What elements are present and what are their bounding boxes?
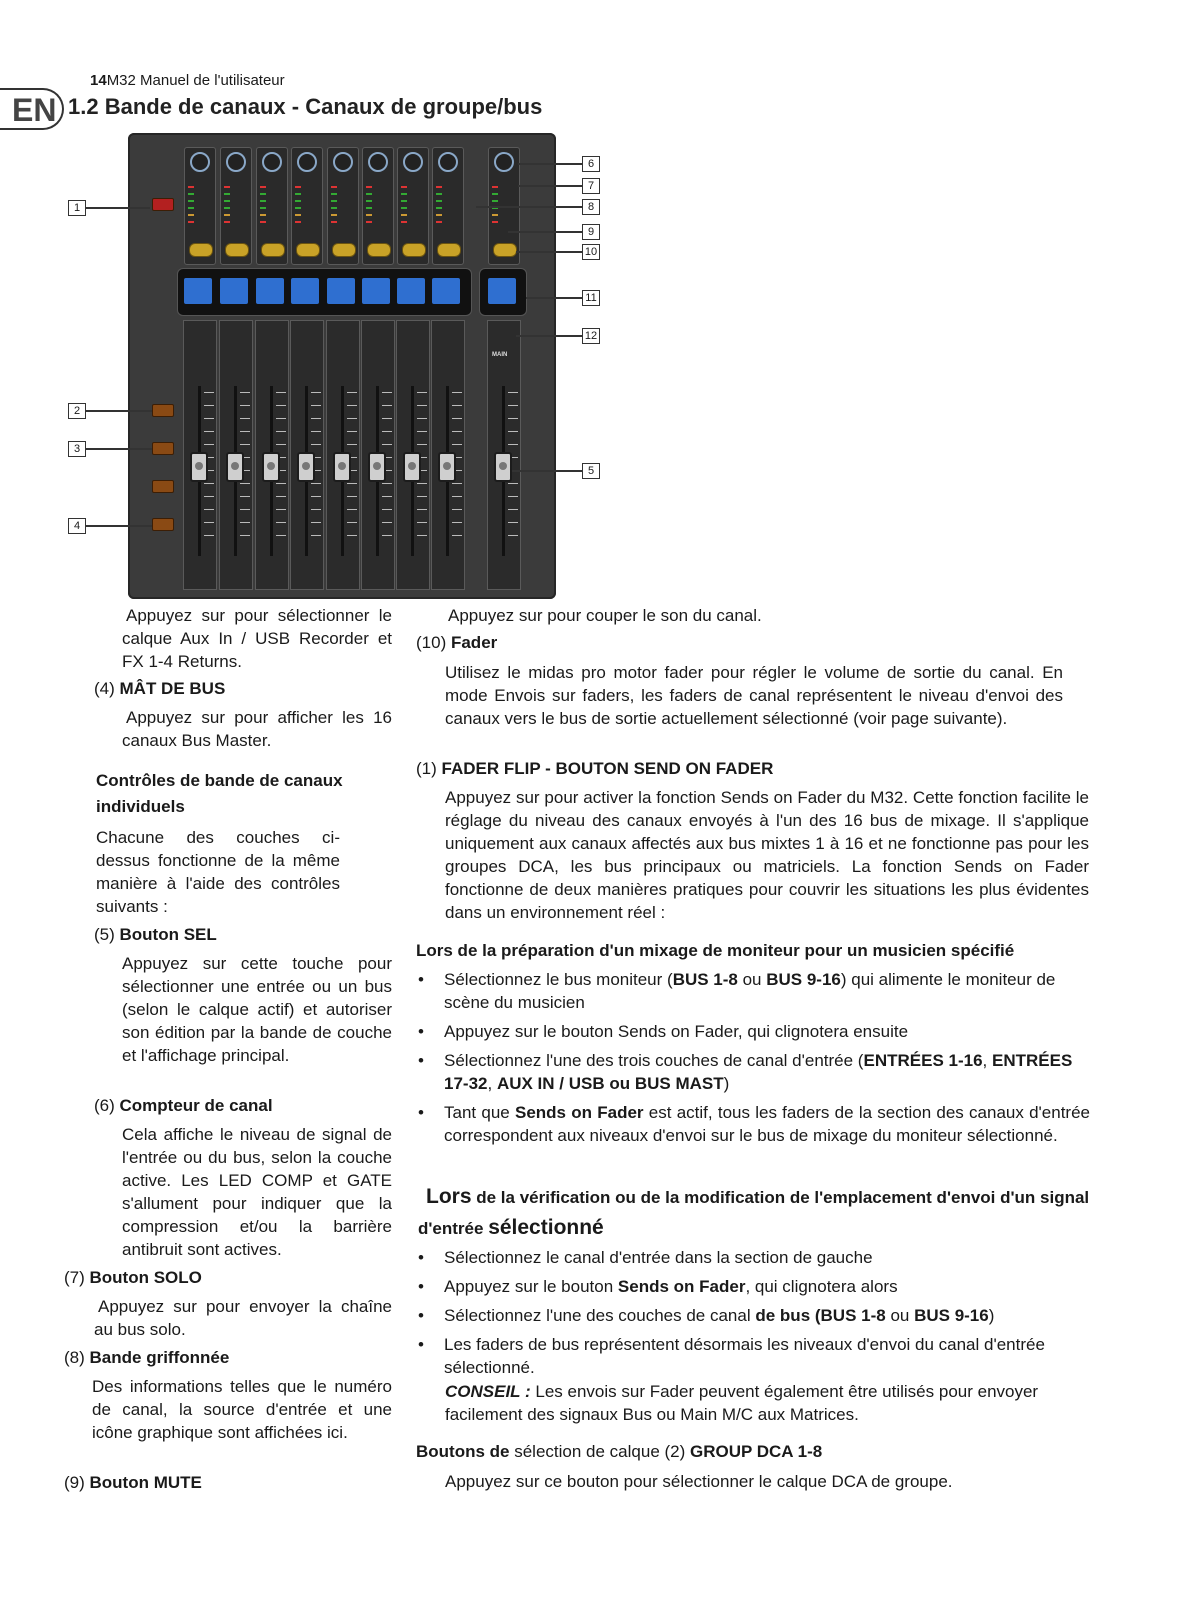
fader-knob [226, 452, 244, 482]
scale-tick [204, 444, 214, 445]
meter-led [436, 207, 442, 209]
solo-text-block [94, 1295, 392, 1341]
meter-led [436, 200, 442, 202]
heading-6-number: (6) [94, 1096, 115, 1115]
fader-knob [403, 452, 421, 482]
heading-4-label: MÂT DE BUS [119, 679, 226, 698]
check-send-steps [416, 1246, 1090, 1385]
scale-tick [382, 418, 392, 419]
heading-9-label: Bouton MUTE [89, 1473, 202, 1492]
scribble-strip [327, 278, 355, 304]
meter-led [295, 207, 301, 209]
tip-block [445, 1380, 1085, 1426]
scale-tick [311, 405, 321, 406]
scale-tick [508, 431, 518, 432]
meter-led [188, 200, 194, 202]
scale-tick [276, 431, 286, 432]
meter-led [260, 193, 266, 195]
heading-1 [416, 759, 773, 779]
fader-flip-button [152, 198, 174, 211]
scale-tick [452, 444, 462, 445]
scale-tick [508, 496, 518, 497]
heading-7-number: (7) [64, 1268, 85, 1287]
heading-8 [64, 1348, 229, 1368]
meter-led [224, 186, 230, 188]
bus-master-text-block [122, 706, 392, 752]
controls-intro: Chacune des couches ci-dessus fonctionne de la même manière à l'aide des contrôles suivants : [96, 828, 340, 916]
scale-tick [204, 496, 214, 497]
scale-tick [276, 483, 286, 484]
scale-tick [240, 444, 250, 445]
fader-knob [438, 452, 456, 482]
meter-led [436, 186, 442, 188]
scale-tick [452, 405, 462, 406]
meter-led [295, 193, 301, 195]
scale-tick [204, 509, 214, 510]
scale-tick [417, 535, 427, 536]
scale-tick [347, 392, 357, 393]
scale-tick [311, 535, 321, 536]
meter-text-block [122, 1123, 392, 1261]
scribble-strip [256, 278, 284, 304]
meter-led [401, 221, 407, 223]
scale-tick [204, 522, 214, 523]
fader-text-block [445, 661, 1063, 730]
meter-led [260, 200, 266, 202]
scribble-text: Des informations telles que le numéro de canal, la source d'entrée et une icône graphique sont affichées ici. [92, 1377, 392, 1442]
scale-tick [452, 392, 462, 393]
meter-led [366, 200, 372, 202]
sel-button [226, 152, 246, 172]
solo-button [296, 243, 320, 257]
scale-tick [417, 431, 427, 432]
scale-tick [311, 418, 321, 419]
group-dca-text-block [445, 1470, 1085, 1493]
scale-tick [276, 509, 286, 510]
solo-button [437, 243, 461, 257]
heading-5 [94, 925, 217, 945]
scale-tick [452, 535, 462, 536]
section-title: 1.2 Bande de canaux - Canaux de groupe/bus [68, 94, 543, 119]
callout-8: 8 [582, 199, 600, 215]
callout-9: 9 [582, 224, 600, 240]
scale-tick [508, 405, 518, 406]
meter-led [401, 186, 407, 188]
callout-1: 1 [68, 200, 86, 216]
callout-3: 3 [68, 441, 86, 457]
scale-tick [240, 522, 250, 523]
list-item: • Tant que Sends on Fader est actif, tous les faders de la section des canaux d'entrée correspondent aux niveaux d'envoi sur le bus de mixage du moniteur sélectionné. [416, 1101, 1090, 1147]
scribble-strip [184, 278, 212, 304]
left-col-top [122, 604, 392, 673]
meter-led [188, 193, 194, 195]
scale-tick [508, 418, 518, 419]
list-item: • Les faders de bus représentent désormais les niveaux d'envoi du canal d'entrée sélectionné. [416, 1333, 1090, 1379]
callout-line [86, 207, 150, 209]
scale-tick [276, 522, 286, 523]
heading-5-label: Bouton SEL [119, 925, 217, 944]
tip-label: CONSEIL : [445, 1382, 531, 1401]
solo-button [402, 243, 426, 257]
heading-8-number: (8) [64, 1348, 85, 1367]
scale-tick [417, 444, 427, 445]
scale-tick [452, 431, 462, 432]
meter-led [224, 200, 230, 202]
meter-text: Cela affiche le niveau de signal de l'entrée ou du bus, selon la couche active. Les LED COMP et GATE s'allument pour indiquer que la compression et/ou la barrière antibruit sont actives. [122, 1125, 392, 1259]
bus-9-16-button [152, 480, 174, 493]
heading-group-dca: Boutons de sélection de calque (2) GROUP DCA 1-8 [416, 1442, 823, 1461]
scale-tick [204, 483, 214, 484]
callout-12: 12 [582, 328, 600, 344]
callout-10: 10 [582, 244, 600, 260]
scale-tick [452, 418, 462, 419]
scale-tick [240, 405, 250, 406]
page-number: 14 [90, 72, 107, 89]
scale-tick [417, 522, 427, 523]
controls-intro-block [96, 826, 340, 918]
scale-tick [417, 392, 427, 393]
scale-tick [311, 431, 321, 432]
callout-2: 2 [68, 403, 86, 419]
callout-line [86, 448, 152, 450]
scribble-strip [432, 278, 460, 304]
meter-led [224, 207, 230, 209]
fader-knob [190, 452, 208, 482]
meter-led [492, 221, 498, 223]
callout-line [508, 231, 582, 233]
solo-button [189, 243, 213, 257]
scale-tick [204, 392, 214, 393]
meter-led [366, 193, 372, 195]
callout-line [516, 335, 582, 337]
callout-4: 4 [68, 518, 86, 534]
scale-tick [508, 483, 518, 484]
callout-line [518, 185, 582, 187]
callout-7: 7 [582, 178, 600, 194]
callout-11: 11 [582, 290, 600, 306]
meter-led [331, 200, 337, 202]
mute-text: Appuyez sur pour couper le son du canal. [448, 606, 762, 625]
callout-line [86, 410, 152, 412]
meter-led [401, 214, 407, 216]
scale-tick [417, 496, 427, 497]
scale-tick [452, 509, 462, 510]
scale-tick [347, 535, 357, 536]
scale-tick [508, 535, 518, 536]
meter-led [331, 214, 337, 216]
heading-10-number: (10) [416, 633, 447, 652]
scale-tick [382, 444, 392, 445]
flip-text: Appuyez sur pour activer la fonction Sends on Fader du M32. Cette fonction facilite le réglage du niveau des canaux envoyés à l'un des 16 bus de mixage. Il s'applique uniquement aux canaux affectés aux bus mixtes 1 à 16 et ne fonctionne pas pour les groupes DCA, les bus principaux ou matriciels. La fonction Sends on Fader fonctionne de deux manières pratiques pour couvrir les situations les plus évidentes dans un environnement réel : [445, 788, 1089, 922]
scale-tick [311, 444, 321, 445]
meter-led [260, 207, 266, 209]
meter-led [436, 221, 442, 223]
scale-tick [452, 522, 462, 523]
list-item: • Appuyez sur le bouton Sends on Fader, qui clignotera alors [416, 1275, 1090, 1298]
scale-tick [311, 392, 321, 393]
heading-7 [64, 1268, 202, 1288]
list-item: • Sélectionnez l'une des trois couches de canal d'entrée (ENTRÉES 1-16, ENTRÉES 17-32, AUX IN / USB ou BUS MAST) [416, 1049, 1090, 1095]
mute-text-block [446, 604, 1086, 627]
meter-led [295, 186, 301, 188]
scale-tick [347, 483, 357, 484]
scale-tick [276, 444, 286, 445]
scale-tick [347, 431, 357, 432]
subheading-check-send: Lors de la vérification ou de la modification de l'emplacement d'envoi d'un signal d'entrée sélectionné [418, 1185, 1090, 1239]
list-item: • Appuyez sur le bouton Sends on Fader, qui clignotera ensuite [416, 1020, 1090, 1043]
scale-tick [417, 418, 427, 419]
callout-line [516, 251, 582, 253]
callout-6: 6 [582, 156, 600, 172]
heading-8-label: Bande griffonnée [89, 1348, 230, 1367]
bus-master-text: Appuyez sur pour afficher les 16 canaux Bus Master. [122, 708, 392, 750]
meter-led [260, 214, 266, 216]
scale-tick [382, 496, 392, 497]
heading-6 [94, 1096, 273, 1116]
scale-tick [276, 405, 286, 406]
sel-text-block [122, 952, 392, 1067]
scale-tick [311, 509, 321, 510]
scale-tick [204, 418, 214, 419]
callout-line [512, 470, 582, 472]
solo-button [261, 243, 285, 257]
scale-tick [240, 496, 250, 497]
heading-4: (4) MÂT DE BUS [94, 679, 226, 698]
scale-tick [276, 535, 286, 536]
heading-7-label: Bouton SOLO [89, 1268, 202, 1287]
fader-text: Utilisez le midas pro motor fader pour régler le volume de sortie du canal. En mode Envois sur faders, les faders de canal représentent le niveau d'envoi des canaux vers le bus de sortie actuellement sélectionné (voir page suivante). [445, 663, 1063, 728]
scribble-strip [488, 278, 516, 304]
sel-button [190, 152, 210, 172]
scale-tick [240, 392, 250, 393]
fader-knob [368, 452, 386, 482]
meter-led [436, 193, 442, 195]
fader-knob [494, 452, 512, 482]
meter-led [492, 186, 498, 188]
sel-button [262, 152, 282, 172]
fader-knob [333, 452, 351, 482]
meter-led [492, 214, 498, 216]
list-item: • Sélectionnez le canal d'entrée dans la section de gauche [416, 1246, 1090, 1269]
language-tab [0, 88, 64, 130]
scale-tick [240, 431, 250, 432]
scribble-strip [397, 278, 425, 304]
fader-knob [297, 452, 315, 482]
scale-tick [417, 483, 427, 484]
subheading-monitor-mix: Lors de la préparation d'un mixage de moniteur pour un musicien spécifié [416, 941, 1015, 960]
scale-tick [382, 392, 392, 393]
meter-led [331, 221, 337, 223]
scale-tick [382, 431, 392, 432]
meter-led [188, 186, 194, 188]
meter-led [366, 186, 372, 188]
scale-tick [311, 496, 321, 497]
scale-tick [240, 535, 250, 536]
scale-tick [347, 509, 357, 510]
group-dca-button [152, 404, 174, 417]
heading-10-label: Fader [450, 633, 498, 652]
scale-tick [508, 444, 518, 445]
meter-led [401, 200, 407, 202]
scale-tick [508, 522, 518, 523]
bus-1-8-button [152, 442, 174, 455]
running-header [90, 72, 285, 89]
sel-button [403, 152, 423, 172]
callout-5: 5 [582, 463, 600, 479]
sel-button [333, 152, 353, 172]
solo-button [493, 243, 517, 257]
heading-1-number: (1) [416, 759, 437, 778]
scale-tick [347, 405, 357, 406]
sel-text: Appuyez sur cette touche pour sélectionner une entrée ou un bus (selon le calque actif) et autoriser son édition par la bande de couche et l'affichage principal. [122, 954, 392, 1065]
scale-tick [276, 418, 286, 419]
callout-line [86, 525, 152, 527]
scale-tick [347, 444, 357, 445]
group-dca-text: Appuyez sur ce bouton pour sélectionner le calque DCA de groupe. [445, 1472, 953, 1491]
list-item: • Sélectionnez le bus moniteur (BUS 1-8 ou BUS 9-16) qui alimente le moniteur de scène du musicien [416, 968, 1090, 1014]
scale-tick [347, 418, 357, 419]
solo-button [367, 243, 391, 257]
meter-led [492, 193, 498, 195]
meter-led [331, 186, 337, 188]
scale-tick [276, 392, 286, 393]
scale-tick [240, 418, 250, 419]
scale-tick [204, 431, 214, 432]
scale-tick [347, 522, 357, 523]
scale-tick [382, 522, 392, 523]
meter-led [401, 207, 407, 209]
meter-led [295, 214, 301, 216]
meter-led [331, 207, 337, 209]
controls-heading: Contrôles de bande de canaux individuels [96, 771, 343, 816]
scale-tick [204, 535, 214, 536]
callout-line [526, 297, 582, 299]
scribble-strip [220, 278, 248, 304]
scale-tick [240, 483, 250, 484]
scale-tick [240, 509, 250, 510]
scale-tick [452, 483, 462, 484]
main-label: MAIN [492, 352, 508, 358]
scale-tick [204, 405, 214, 406]
flip-text-block [445, 786, 1089, 924]
heading-9-number: (9) [64, 1473, 85, 1492]
scale-tick [508, 509, 518, 510]
scale-tick [382, 509, 392, 510]
scale-tick [508, 392, 518, 393]
bus-mast-button [152, 518, 174, 531]
meter-led [401, 193, 407, 195]
scale-tick [311, 522, 321, 523]
meter-led [366, 221, 372, 223]
aux-layer-text: Appuyez sur pour sélectionner le calque Aux In / USB Recorder et FX 1-4 Returns. [122, 606, 392, 671]
sel-button [438, 152, 458, 172]
language-tab-label: EN [12, 92, 57, 128]
scale-tick [452, 496, 462, 497]
heading-9 [64, 1473, 202, 1493]
scribble-text-block [92, 1375, 392, 1444]
doc-title: M32 Manuel de l'utilisateur [106, 72, 285, 89]
meter-led [331, 193, 337, 195]
scale-tick [311, 483, 321, 484]
sel-button [297, 152, 317, 172]
meter-led [188, 221, 194, 223]
meter-led [224, 221, 230, 223]
meter-led [188, 207, 194, 209]
heading-5-number: (5) [94, 925, 115, 944]
tip-text: CONSEIL : Les envois sur Fader peuvent également être utilisés pour envoyer facilement des signaux Bus ou Main M/C aux Matrices. [445, 1382, 1039, 1424]
monitor-mix-steps [416, 968, 1090, 1153]
scale-tick [382, 405, 392, 406]
solo-text: Appuyez sur pour envoyer la chaîne au bus solo. [94, 1297, 392, 1339]
callout-line [518, 163, 582, 165]
meter-led [260, 221, 266, 223]
meter-led [224, 193, 230, 195]
scribble-strip [291, 278, 319, 304]
scale-tick [276, 496, 286, 497]
scale-tick [382, 535, 392, 536]
fader-knob [262, 452, 280, 482]
solo-button [225, 243, 249, 257]
sel-button [494, 152, 514, 172]
meter-led [492, 200, 498, 202]
meter-led [295, 221, 301, 223]
scale-tick [417, 509, 427, 510]
heading-10 [416, 633, 497, 653]
meter-led [224, 214, 230, 216]
meter-led [260, 186, 266, 188]
meter-led [188, 214, 194, 216]
scale-tick [382, 483, 392, 484]
list-item: • Sélectionnez l'une des couches de canal de bus (BUS 1-8 ou BUS 9-16) [416, 1304, 1090, 1327]
callout-line [476, 206, 582, 208]
heading-1-label: FADER FLIP - BOUTON SEND ON FADER [441, 759, 774, 778]
sel-button [368, 152, 388, 172]
meter-led [295, 200, 301, 202]
scale-tick [417, 405, 427, 406]
scale-tick [347, 496, 357, 497]
meter-led [366, 207, 372, 209]
meter-led [366, 214, 372, 216]
scribble-strip [362, 278, 390, 304]
meter-led [436, 214, 442, 216]
solo-button [332, 243, 356, 257]
heading-6-label: Compteur de canal [119, 1096, 273, 1115]
